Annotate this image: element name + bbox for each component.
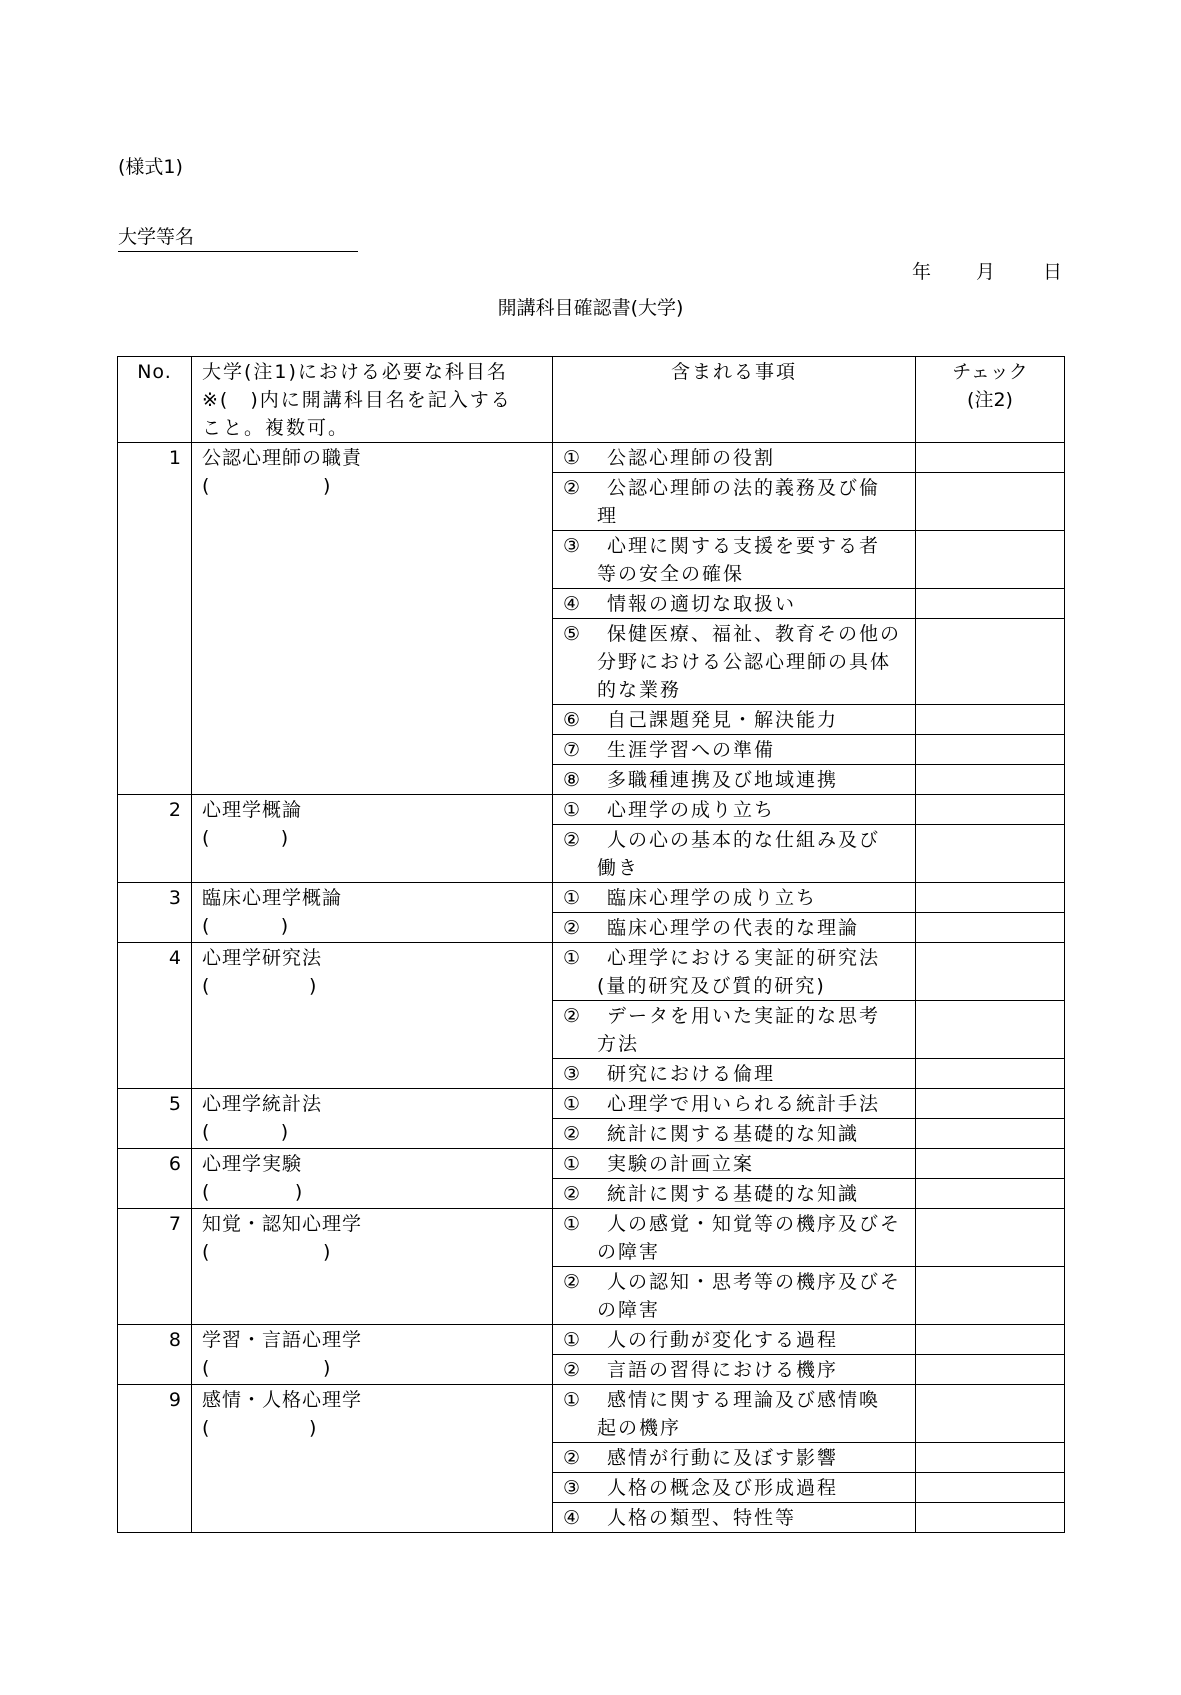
subject-name-cell	[192, 943, 553, 1089]
check-cell[interactable]	[916, 589, 1065, 619]
included-item	[553, 531, 916, 589]
date-month: 月	[976, 261, 996, 283]
table-row	[118, 1209, 1065, 1267]
subject-name: 心理学概論	[202, 799, 303, 821]
item-text: 公認心理師の法的義務及び倫	[607, 477, 881, 499]
table-row	[118, 795, 1065, 825]
item-number: ②	[563, 1123, 583, 1145]
included-item	[553, 1443, 916, 1473]
subject-name-cell	[192, 1385, 553, 1533]
item-number: ③	[563, 535, 583, 557]
included-item	[553, 1325, 916, 1355]
item-number: ①	[563, 1389, 583, 1411]
check-cell[interactable]	[916, 531, 1065, 589]
subject-name-cell	[192, 443, 553, 795]
included-item	[553, 825, 916, 883]
item-number: ①	[563, 1153, 583, 1175]
item-text: 心理学における実証的研究法	[607, 947, 881, 969]
subject-number: 5	[118, 1089, 192, 1149]
included-item	[553, 1089, 916, 1119]
check-cell[interactable]	[916, 795, 1065, 825]
item-text: 感情に関する理論及び感情喚	[607, 1389, 881, 1411]
subject-name-cell	[192, 883, 553, 943]
check-cell[interactable]	[916, 1149, 1065, 1179]
included-item	[553, 705, 916, 735]
item-text: 情報の適切な取扱い	[607, 593, 797, 615]
item-text-continued: 分野における公認心理師の具体	[597, 651, 892, 673]
table-row	[118, 883, 1065, 913]
check-cell[interactable]	[916, 705, 1065, 735]
included-item	[553, 1179, 916, 1209]
item-text-continued: 方法	[597, 1033, 640, 1055]
check-cell[interactable]	[916, 1355, 1065, 1385]
item-text: 統計に関する基礎的な知識	[607, 1183, 860, 1205]
item-text: 生涯学習への準備	[607, 739, 776, 761]
item-text: 実験の計画立案	[607, 1153, 755, 1175]
item-text: 心理学で用いられる統計手法	[607, 1093, 881, 1115]
check-cell[interactable]	[916, 1089, 1065, 1119]
header-no: No.	[118, 357, 192, 443]
table-row	[118, 443, 1065, 473]
item-text: 心理に関する支援を要する者	[607, 535, 881, 557]
included-item	[553, 1059, 916, 1089]
course-name-input[interactable]: ( )	[202, 915, 290, 937]
header-subject: 大学(注1)における必要な科目名 ※( )内に開講科目名を記入する こと。複数可。	[192, 357, 553, 443]
document-title: 開講科目確認書(大学)	[497, 297, 684, 319]
item-number: ⑤	[563, 623, 583, 645]
item-number: ①	[563, 1329, 583, 1351]
subject-name: 心理学研究法	[202, 947, 323, 969]
item-text: 言語の習得における機序	[607, 1359, 839, 1381]
included-item	[553, 765, 916, 795]
subject-number: 4	[118, 943, 192, 1089]
item-number: ⑧	[563, 769, 583, 791]
course-name-input[interactable]: ( )	[202, 1417, 318, 1439]
included-item	[553, 1001, 916, 1059]
item-text: 人の心の基本的な仕組み及び	[607, 829, 881, 851]
item-number: ②	[563, 1271, 583, 1293]
date-year: 年	[912, 261, 932, 283]
included-item	[553, 1267, 916, 1325]
check-cell[interactable]	[916, 1385, 1065, 1443]
included-item	[553, 1385, 916, 1443]
item-number: ①	[563, 1093, 583, 1115]
included-item	[553, 1119, 916, 1149]
subject-name: 公認心理師の職責	[202, 447, 363, 469]
subject-name: 心理学実験	[202, 1153, 303, 1175]
date-day: 日	[1043, 261, 1063, 283]
check-cell[interactable]	[916, 1267, 1065, 1325]
subject-number: 3	[118, 883, 192, 943]
included-item	[553, 1503, 916, 1533]
item-text: データを用いた実証的な思考	[607, 1005, 881, 1027]
item-number: ④	[563, 593, 583, 615]
subject-number: 6	[118, 1149, 192, 1209]
header-check: チェック (注2)	[916, 357, 1065, 443]
item-text-continued: の障害	[597, 1241, 661, 1263]
item-number: ②	[563, 477, 583, 499]
included-item	[553, 735, 916, 765]
subject-name: 心理学統計法	[202, 1093, 323, 1115]
check-cell[interactable]	[916, 1059, 1065, 1089]
item-number: ①	[563, 799, 583, 821]
form-label: (様式1)	[118, 156, 183, 178]
table-row	[118, 943, 1065, 1001]
included-item	[553, 589, 916, 619]
check-cell[interactable]	[916, 1325, 1065, 1355]
subject-number: 1	[118, 443, 192, 795]
item-text-continued: 起の機序	[597, 1417, 682, 1439]
item-text: 人格の類型、特性等	[607, 1507, 797, 1529]
item-text: 人の行動が変化する過程	[607, 1329, 839, 1351]
item-number: ②	[563, 1447, 583, 1469]
header-included-items: 含まれる事項	[553, 357, 916, 443]
included-item	[553, 883, 916, 913]
subject-number: 7	[118, 1209, 192, 1325]
item-number: ②	[563, 1359, 583, 1381]
item-text-continued: 働き	[597, 857, 640, 879]
item-number: ②	[563, 1005, 583, 1027]
subject-name: 臨床心理学概論	[202, 887, 343, 909]
included-item	[553, 1473, 916, 1503]
check-cell[interactable]	[916, 1119, 1065, 1149]
subject-name-cell	[192, 1325, 553, 1385]
check-cell[interactable]	[916, 1179, 1065, 1209]
check-cell[interactable]	[916, 765, 1065, 795]
item-text-continued: の障害	[597, 1299, 661, 1321]
subject-number: 9	[118, 1385, 192, 1533]
item-number: ①	[563, 447, 583, 469]
subject-name-cell	[192, 1089, 553, 1149]
item-number: ①	[563, 947, 583, 969]
item-text: 公認心理師の役割	[607, 447, 776, 469]
included-item	[553, 1355, 916, 1385]
subject-number: 8	[118, 1325, 192, 1385]
item-number: ③	[563, 1477, 583, 1499]
subject-name-cell	[192, 1209, 553, 1325]
table-row	[118, 1089, 1065, 1119]
item-text: 臨床心理学の代表的な理論	[607, 917, 860, 939]
course-name-input[interactable]: ( )	[202, 1121, 290, 1143]
item-number: ①	[563, 887, 583, 909]
item-text: 研究における倫理	[607, 1063, 776, 1085]
subject-name: 知覚・認知心理学	[202, 1213, 363, 1235]
item-text: 人の感覚・知覚等の機序及びそ	[607, 1213, 902, 1235]
item-number: ③	[563, 1063, 583, 1085]
item-number: ⑦	[563, 739, 583, 761]
course-name-input[interactable]: ( )	[202, 975, 318, 997]
item-number: ①	[563, 1213, 583, 1235]
course-name-input[interactable]: ( )	[202, 1241, 332, 1263]
course-confirmation-table	[117, 356, 1065, 1533]
item-text: 多職種連携及び地域連携	[607, 769, 839, 791]
subject-name: 学習・言語心理学	[202, 1329, 363, 1351]
item-text: 感情が行動に及ぼす影響	[607, 1447, 839, 1469]
check-cell[interactable]	[916, 825, 1065, 883]
table-row	[118, 1149, 1065, 1179]
check-cell[interactable]	[916, 913, 1065, 943]
item-text-continued: 理	[597, 505, 619, 527]
included-item	[553, 913, 916, 943]
table-row	[118, 1385, 1065, 1443]
course-name-input[interactable]: ( )	[202, 1181, 304, 1203]
item-text: 保健医療、福祉、教育その他の	[607, 623, 902, 645]
subject-name-cell	[192, 1149, 553, 1209]
included-item	[553, 943, 916, 1001]
course-name-input[interactable]: ( )	[202, 1357, 332, 1379]
included-item	[553, 1209, 916, 1267]
course-name-input[interactable]: ( )	[202, 827, 290, 849]
item-text-continued: 的な業務	[597, 679, 682, 701]
included-item	[553, 619, 916, 705]
item-number: ④	[563, 1507, 583, 1529]
subject-name-cell	[192, 795, 553, 883]
included-item	[553, 1149, 916, 1179]
check-cell[interactable]	[916, 883, 1065, 913]
table-row	[118, 1325, 1065, 1355]
check-cell[interactable]	[916, 619, 1065, 705]
check-cell[interactable]	[916, 1001, 1065, 1059]
item-text: 臨床心理学の成り立ち	[607, 887, 818, 909]
item-text-continued: 等の安全の確保	[597, 563, 745, 585]
included-item	[553, 443, 916, 473]
subject-name: 感情・人格心理学	[202, 1389, 363, 1411]
check-cell[interactable]	[916, 1209, 1065, 1267]
item-number: ②	[563, 1183, 583, 1205]
item-number: ⑥	[563, 709, 583, 731]
item-number: ②	[563, 917, 583, 939]
item-number: ②	[563, 829, 583, 851]
check-cell[interactable]	[916, 735, 1065, 765]
included-item	[553, 473, 916, 531]
item-text: 人の認知・思考等の機序及びそ	[607, 1271, 902, 1293]
check-cell[interactable]	[916, 1503, 1065, 1533]
check-cell[interactable]	[916, 473, 1065, 531]
check-cell[interactable]	[916, 1473, 1065, 1503]
check-cell[interactable]	[916, 443, 1065, 473]
check-cell[interactable]	[916, 943, 1065, 1001]
subject-number: 2	[118, 795, 192, 883]
item-text: 人格の概念及び形成過程	[607, 1477, 839, 1499]
item-text-continued: (量的研究及び質的研究)	[597, 975, 826, 997]
included-item	[553, 795, 916, 825]
course-name-input[interactable]: ( )	[202, 475, 332, 497]
university-name-field[interactable]: 大学等名	[118, 222, 358, 252]
item-text: 心理学の成り立ち	[607, 799, 776, 821]
check-cell[interactable]	[916, 1443, 1065, 1473]
item-text: 自己課題発見・解決能力	[607, 709, 839, 731]
item-text: 統計に関する基礎的な知識	[607, 1123, 860, 1145]
